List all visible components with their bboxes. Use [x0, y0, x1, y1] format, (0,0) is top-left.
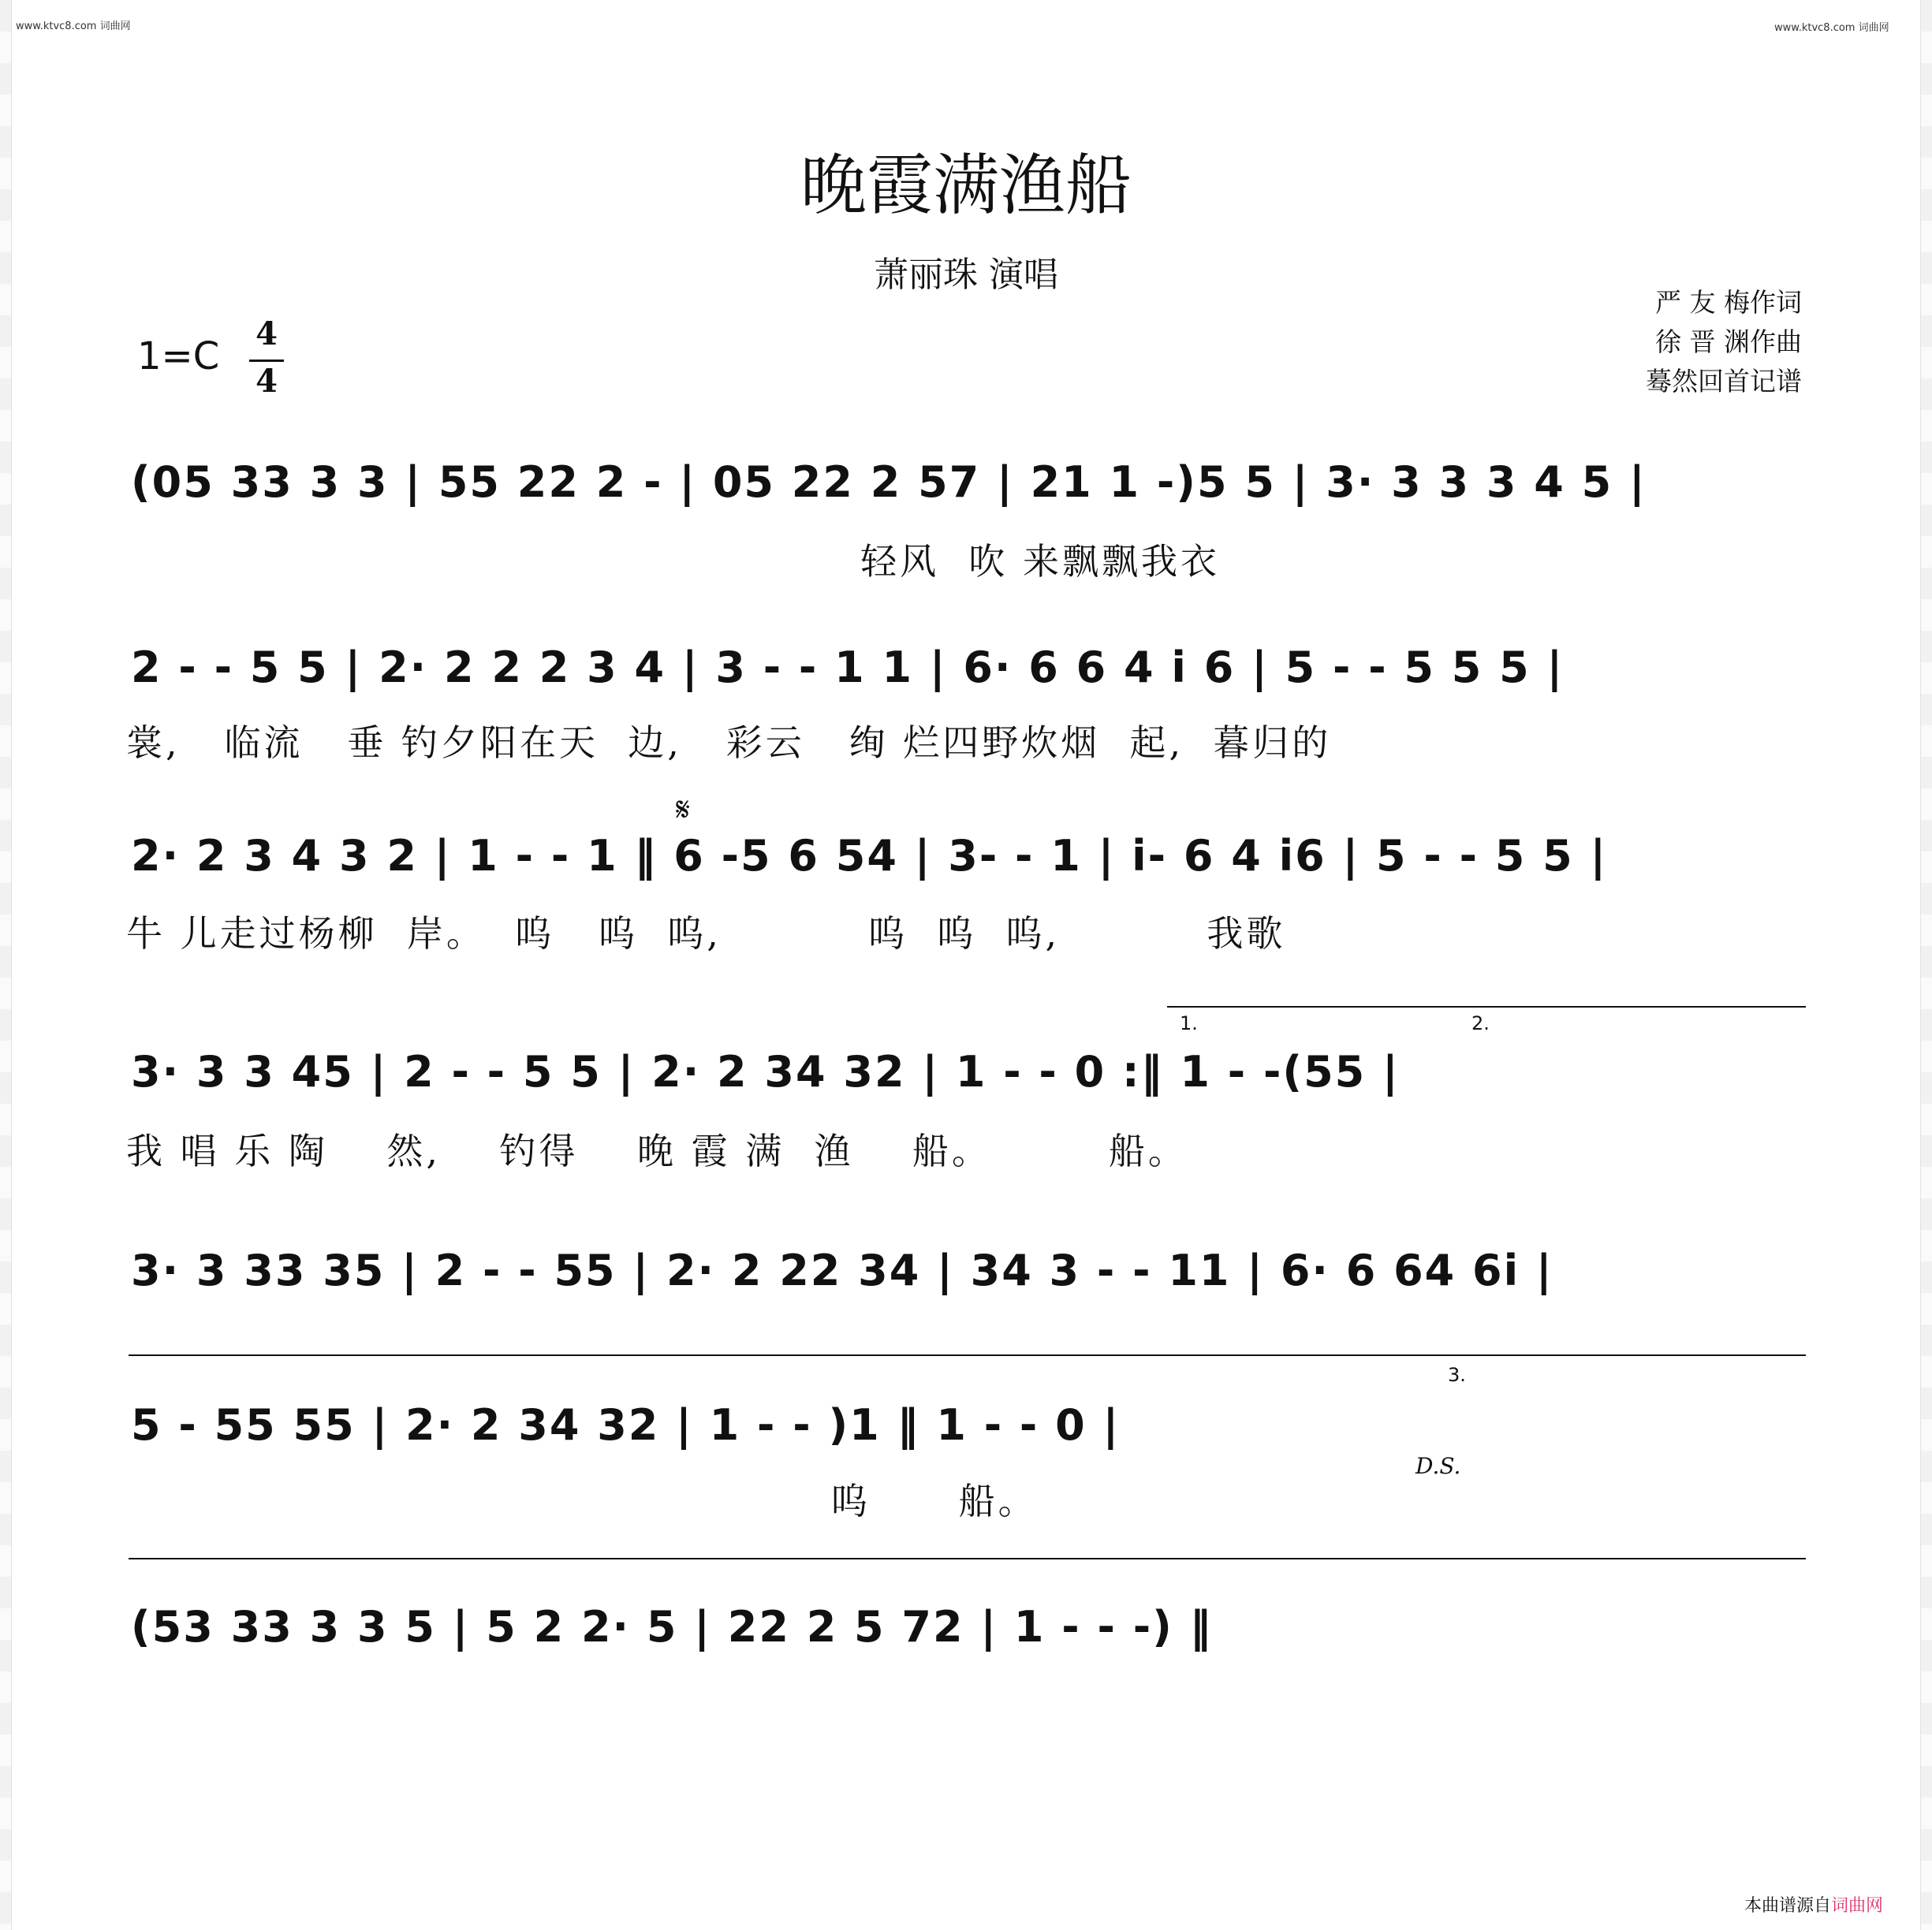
lyrics-line-4: 我 唱 乐 陶 然, 钓得 晚 霞 满 渔 船。 船。: [126, 1130, 1188, 1172]
watermark-left: www.ktvc8.com 词曲网: [16, 20, 131, 32]
notation-line-6: 5 - 55 55 | 2· 2 34 32 | 1 - - )1 ‖ 1 - - 0 |: [131, 1400, 1121, 1450]
singer-line: 萧丽珠 演唱: [874, 255, 1058, 295]
lyrics-line-3: 牛 儿走过杨柳 岸。 呜 呜 呜, 呜 呜 呜, 我歌: [126, 912, 1286, 955]
volta-3-label: 3.: [1448, 1364, 1466, 1386]
time-signature-divider: [249, 360, 284, 362]
volta-1-label: 1.: [1180, 1012, 1198, 1034]
watermark-right: www.ktvc8.com 词曲网: [1774, 22, 1889, 34]
notation-line-4: 3· 3 3 45 | 2 - - 5 5 | 2· 2 34 32 | 1 - - 0 :‖ 1 - -(55 |: [131, 1047, 1400, 1097]
notation-line-7: (53 33 3 3 5 | 5 2 2· 5 | 22 2 5 72 | 1 - - -) ‖: [131, 1602, 1213, 1652]
song-title: 晚霞满渔船: [800, 147, 1132, 224]
footer-brand-link[interactable]: 词曲网: [1831, 1896, 1884, 1916]
volta-2-label: 2.: [1471, 1012, 1490, 1034]
time-signature-top: 4: [255, 315, 278, 352]
lyrics-line-2: 裳, 临流 垂 钓夕阳在天 边, 彩云 绚 烂四野炊烟 起, 暮归的: [126, 721, 1332, 764]
ds-marking: D.S.: [1415, 1453, 1461, 1479]
volta-1-bracket: [1167, 1006, 1460, 1008]
lyricist-credit: 严 友 梅作词: [1655, 287, 1802, 318]
notation-line-5: 3· 3 33 35 | 2 - - 55 | 2· 2 22 34 | 34 3 - - 11 | 6· 6 64 6i |: [131, 1246, 1553, 1295]
composer-credit: 徐 晋 渊作曲: [1655, 326, 1802, 357]
key-signature: 1=C: [137, 334, 220, 378]
segno-mark: 𝄋: [676, 790, 691, 829]
notation-line-3: 2· 2 3 4 3 2 | 1 - - 1 ‖ 6 -5 6 54 | 3- - 1 | i- 6 4 i6 | 5 - - 5 5 |: [131, 831, 1608, 881]
time-signature-bottom: 4: [255, 363, 278, 400]
footer-source: [1744, 1892, 1883, 1917]
notation-line-2: 2 - - 5 5 | 2· 2 2 2 3 4 | 3 - - 1 1 | 6· 6 6 4 i 6 | 5 - - 5 5 5 |: [131, 643, 1565, 692]
footer-source-text: 本曲谱源自: [1744, 1896, 1832, 1916]
lyrics-line-6: 呜 船。: [126, 1480, 1038, 1522]
system-6-top-rule: [129, 1354, 1806, 1356]
transcriber-credit: 蓦然回首记谱: [1646, 366, 1802, 397]
notation-line-1: (05 33 3 3 | 55 22 2 - | 05 22 2 57 | 21 1 -)5 5 | 3· 3 3 3 4 5 |: [131, 457, 1647, 507]
system-7-top-rule: [129, 1558, 1806, 1559]
volta-2-bracket: [1460, 1006, 1806, 1008]
lyrics-line-1: 轻风 吹 来飘飘我衣: [126, 540, 1220, 583]
